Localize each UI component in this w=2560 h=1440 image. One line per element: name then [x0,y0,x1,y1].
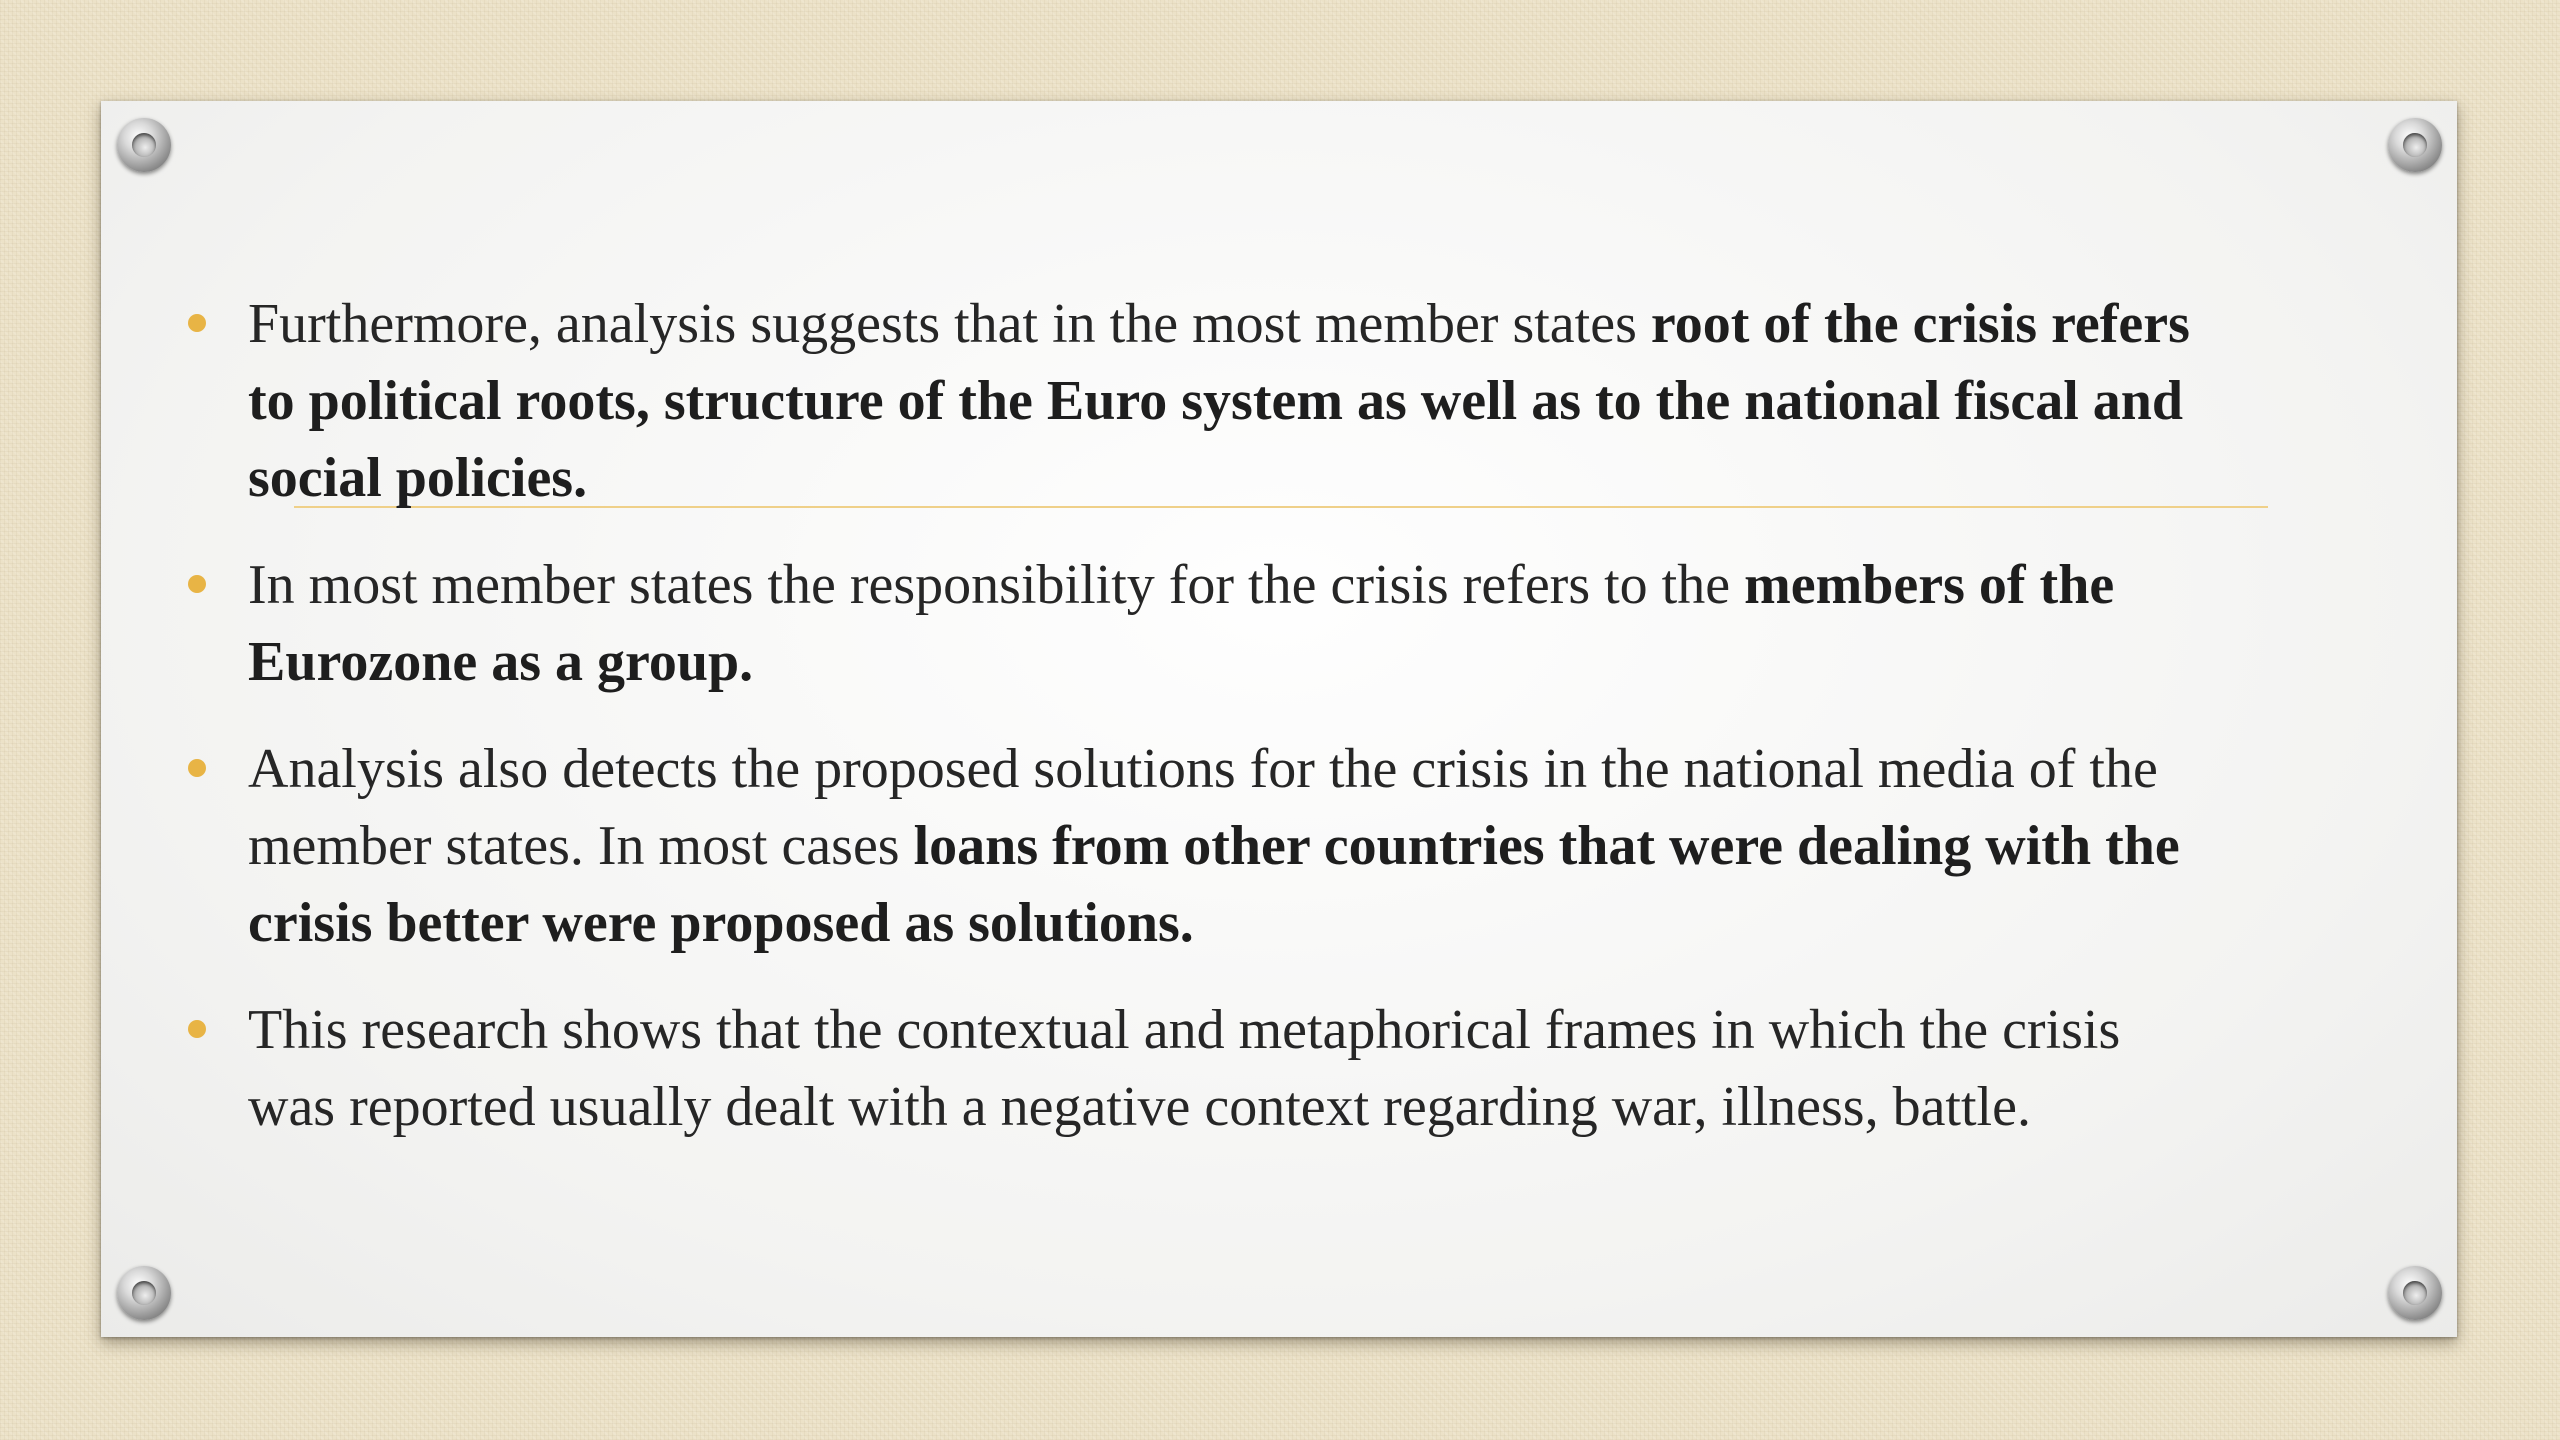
bullet-dot-icon [188,1020,206,1038]
bullet-item-4 [184,992,2214,1146]
bullet-item-3 [184,731,2214,962]
bullet-item-2 [184,547,2214,701]
bullet-item-1 [184,286,2214,517]
grommet-icon-bottom-left [117,1266,171,1320]
bullet-1-bold-text: root of the crisis refers to political roots, structure of the Euro system as well as to the national fiscal and social policies. [248,293,2190,509]
bullet-1-plain-text: Furthermore, analysis suggests that in the most member states [248,293,1651,355]
bullet-dot-icon [188,575,206,593]
bullet-4-plain-text: This research shows that the contextual and metaphorical frames in which the crisis was reported usually dealt with a negative context regarding war, illness, battle. [248,999,2121,1138]
bullet-dot-icon [188,314,206,332]
bullet-dot-icon [188,759,206,777]
bullet-3-bold-text: loans from other countries that were dealing with the crisis better were proposed as solutions. [248,815,2180,954]
bullet-list [184,286,2214,1176]
bullet-2-bold-text: members of the Eurozone as a group. [248,554,2115,693]
grommet-icon-top-right [2388,118,2442,172]
grommet-icon-bottom-right [2388,1266,2442,1320]
bullet-3-plain-text: Analysis also detects the proposed solutions for the crisis in the national media of the member states. In most cases [248,738,2158,877]
bullet-2-plain-text: In most member states the responsibility for the crisis refers to the [248,554,1745,616]
grommet-icon-top-left [117,118,171,172]
